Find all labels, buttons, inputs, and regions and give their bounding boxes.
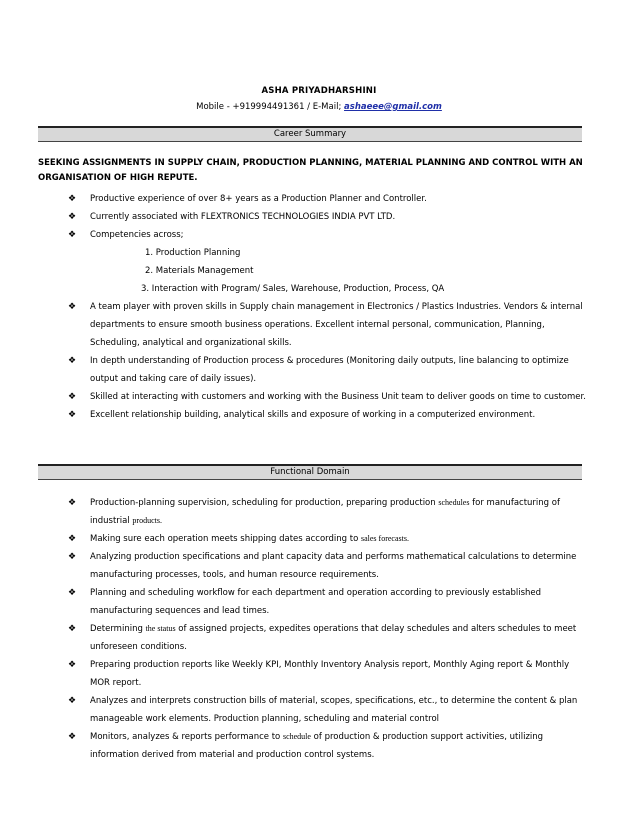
career-summary-heading: Career Summary (38, 126, 582, 142)
list-item: ❖ In depth understanding of Production process & procedures (Monitoring daily outputs, line balancing to optimize output and taking care of daily issues). (68, 352, 588, 388)
list-item: ❖ Monitors, analyzes & reports performance to schedule of production & production support activities, utilizing information derived from material and production control systems. (68, 728, 588, 764)
diamond-bullet-icon: ❖ (68, 356, 77, 366)
list-item: ❖ Productive experience of over 8+ years as a Production Planner and Controller. (68, 190, 588, 208)
diamond-bullet-icon: ❖ (68, 732, 77, 742)
diamond-bullet-icon: ❖ (68, 588, 77, 598)
competency-item: 2. Materials Management (145, 266, 254, 276)
list-item: ❖ Excellent relationship building, analytical skills and exposure of working in a computerized environment. (68, 406, 588, 424)
list-item: ❖ Competencies across; (68, 226, 588, 244)
diamond-bullet-icon: ❖ (68, 212, 77, 222)
list-item: ❖ Determining the status of assigned projects, expedites operations that delay schedules and alters schedules to meet unforeseen conditions. (68, 620, 588, 656)
contact-prefix: Mobile - +919994491361 / E-Mail; (196, 102, 345, 112)
diamond-bullet-icon: ❖ (68, 660, 77, 670)
candidate-name: ASHA PRIYADHARSHINI (261, 86, 377, 96)
list-item: ❖ Preparing production reports like Weekly KPI, Monthly Inventory Analysis report, Monthly Aging report & Monthly MOR report. (68, 656, 588, 692)
diamond-bullet-icon: ❖ (68, 624, 77, 634)
list-item: ❖ Analyzes and interprets construction bills of material, scopes, specifications, etc., to determine the content & plan manageable work elements. Production planning, scheduling and material control (68, 692, 588, 728)
list-item: ❖ Analyzing production specifications and plant capacity data and performs mathematical calculations to determine manufacturing processes, tools, and human resource requirements. (68, 548, 588, 584)
list-item: ❖ Currently associated with FLEXTRONICS TECHNOLOGIES INDIA PVT LTD. (68, 208, 588, 226)
list-item: ❖ Making sure each operation meets shipping dates according to sales forecasts. (68, 530, 588, 548)
competency-item: 1. Production Planning (145, 248, 241, 258)
diamond-bullet-icon: ❖ (68, 696, 77, 706)
functional-domain-heading: Functional Domain (38, 464, 582, 480)
diamond-bullet-icon: ❖ (68, 230, 77, 240)
contact-line (0, 102, 638, 112)
diamond-bullet-icon: ❖ (68, 302, 77, 312)
diamond-bullet-icon: ❖ (68, 498, 77, 508)
list-item: ❖ A team player with proven skills in Supply chain management in Electronics / Plastics Industries. Vendors & internal departments to ensure smooth business operations. Excellent internal personal, communication, Planning, Scheduling, analytical and organizational skills. (68, 298, 588, 352)
career-summary-list (68, 190, 588, 424)
list-item: ❖ Skilled at interacting with customers and working with the Business Unit team to deliver goods on time to customer. (68, 388, 588, 406)
email-link[interactable]: ashaeee@gmail.com (344, 102, 442, 112)
diamond-bullet-icon: ❖ (68, 194, 77, 204)
functional-domain-list (68, 494, 588, 764)
competency-item: 3. Interaction with Program/ Sales, Warehouse, Production, Process, QA (141, 284, 445, 294)
diamond-bullet-icon: ❖ (68, 410, 77, 420)
list-item: ❖ Planning and scheduling workflow for each department and operation according to previously established manufacturing sequences and lead times. (68, 584, 588, 620)
diamond-bullet-icon: ❖ (68, 552, 77, 562)
list-item: ❖ Production-planning supervision, scheduling for production, preparing production schedules for manufacturing of industrial products. (68, 494, 588, 530)
diamond-bullet-icon: ❖ (68, 392, 77, 402)
career-objective: SEEKING ASSIGNMENTS IN SUPPLY CHAIN, PRODUCTION PLANNING, MATERIAL PLANNING AND CONTROL WITH AN ORGANISATION OF HIGH REPUTE. (38, 158, 583, 183)
diamond-bullet-icon: ❖ (68, 534, 77, 544)
